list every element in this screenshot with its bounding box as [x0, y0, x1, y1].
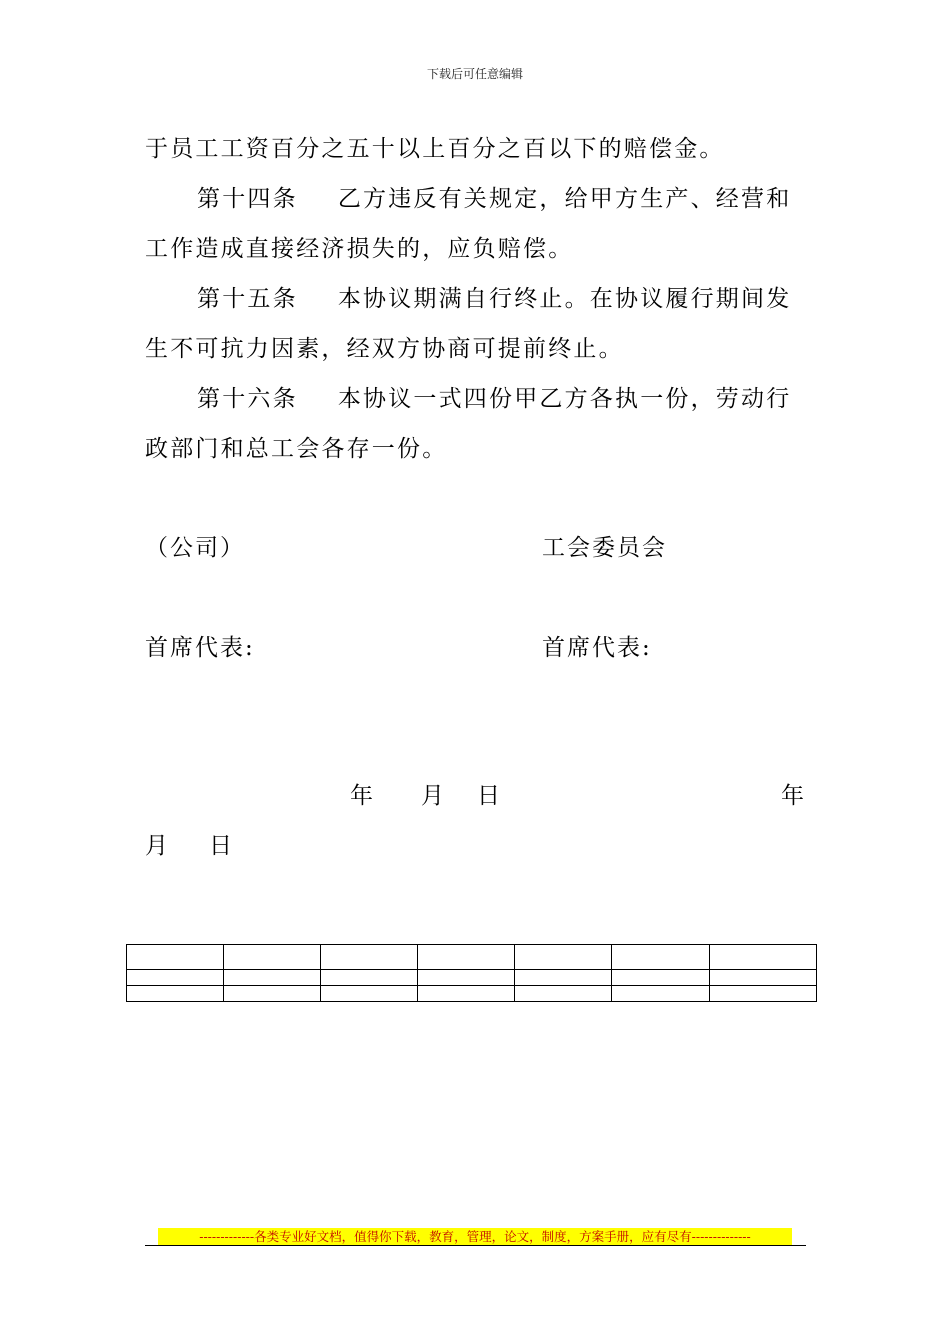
- date-left-day: 日: [477, 783, 500, 809]
- table-row: [127, 945, 817, 970]
- date-right-month: 月: [145, 833, 168, 859]
- article-16-line2: 政部门和总工会各存一份。: [145, 436, 448, 462]
- union-rep-label: 首席代表:: [542, 635, 652, 661]
- table-cell: [515, 945, 612, 970]
- table-cell: [515, 986, 612, 1002]
- table-cell: [710, 986, 817, 1002]
- article-15-number: 第十五条: [197, 286, 298, 312]
- article-16-text: 本协议一式四份甲乙方各执一份，劳动行: [337, 386, 792, 412]
- table-cell: [515, 970, 612, 986]
- table-cell: [224, 945, 321, 970]
- union-committee-label: 工会委员会: [542, 535, 667, 561]
- table-cell: [127, 986, 224, 1002]
- table-cell: [612, 970, 710, 986]
- table-cell: [612, 945, 710, 970]
- table-cell: [612, 986, 710, 1002]
- header-note: 下载后可任意编辑: [426, 67, 523, 81]
- date-left-month: 月: [421, 783, 444, 809]
- table-cell: [710, 970, 817, 986]
- table-cell: [418, 986, 515, 1002]
- date-right-year: 年: [781, 783, 804, 809]
- table-cell: [418, 970, 515, 986]
- table-cell: [321, 986, 418, 1002]
- article-14-line1: [145, 184, 862, 214]
- article-16-line1: [145, 384, 862, 414]
- article-15-text: 本协议期满自行终止。在协议履行期间发: [337, 286, 792, 312]
- table-cell: [224, 970, 321, 986]
- table-cell: [418, 945, 515, 970]
- footer-banner: -------------各类专业好文档，值得你下载，教育，管理，论文，制度，方案手册，应有尽有--------------: [158, 1228, 792, 1245]
- table-cell: [127, 970, 224, 986]
- article-14-line2: 工作造成直接经济损失的，应负赔偿。: [145, 236, 574, 262]
- table-row: [127, 970, 817, 986]
- table-cell: [224, 986, 321, 1002]
- table-cell: [321, 945, 418, 970]
- table-cell: [321, 970, 418, 986]
- article-15-line1: [145, 284, 862, 314]
- article-15-line2: 生不可抗力因素，经双方协商可提前终止。: [145, 336, 624, 362]
- company-rep-label: 首席代表:: [145, 635, 255, 661]
- blank-table: [126, 944, 817, 1002]
- company-label: （公司）: [145, 535, 245, 561]
- article-14-text: 乙方违反有关规定，给甲方生产、经营和: [337, 186, 792, 212]
- date-left-year: 年: [350, 783, 373, 809]
- table-cell: [710, 945, 817, 970]
- article-16-number: 第十六条: [197, 386, 298, 412]
- article-14-number: 第十四条: [197, 186, 298, 212]
- table-cell: [127, 945, 224, 970]
- table-row: [127, 986, 817, 1002]
- date-right-day: 日: [209, 833, 232, 859]
- footer-divider: [145, 1245, 806, 1246]
- continuation-line: 于员工工资百分之五十以上百分之百以下的赔偿金。: [145, 136, 725, 162]
